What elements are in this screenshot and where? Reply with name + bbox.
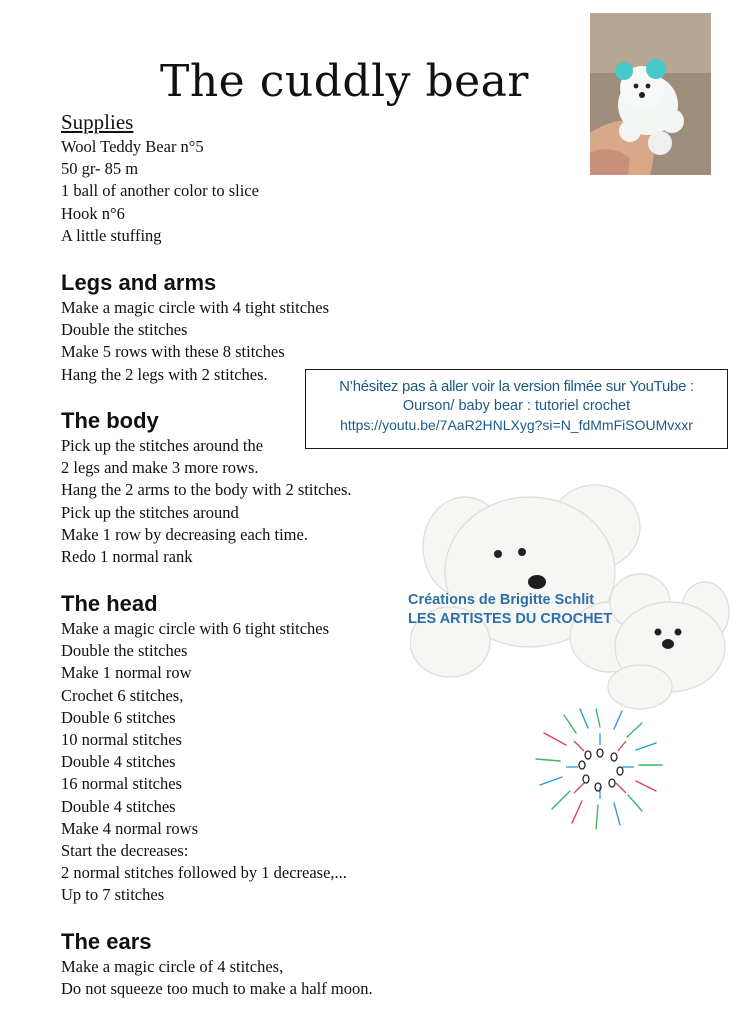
list-item: 16 normal stitches [61, 774, 182, 794]
ears-steps [61, 956, 373, 1000]
list-item: Double 4 stitches [61, 752, 176, 772]
list-item: Hook n°6 [61, 203, 125, 223]
youtube-invitation-text: N’hésitez pas à aller voir la version filmée sur YouTube : [339, 378, 694, 395]
bear-photo [590, 13, 711, 175]
list-item: 2 legs and make 3 more rows. [61, 458, 259, 478]
credit-group: LES ARTISTES DU CROCHET [408, 611, 613, 627]
youtube-video-title: Ourson/ baby bear : tutoriel crochet [402, 398, 631, 414]
list-item: Double 4 stitches [61, 796, 176, 816]
list-item: 10 normal stitches [61, 730, 182, 750]
list-item: Make 1 row by decreasing each time. [61, 524, 308, 544]
credit-author: Créations de Brigitte Schlit [408, 592, 595, 608]
supplies-heading: Supplies [61, 110, 134, 134]
list-item: Make a magic circle with 4 tight stitches [61, 298, 330, 317]
list-item: Make 1 normal row [61, 663, 192, 683]
body-steps [61, 435, 352, 568]
body-heading: The body [61, 408, 159, 433]
supplies-list [61, 136, 259, 247]
legs-arms-heading: Legs and arms [61, 270, 217, 295]
list-item: 2 normal stitches followed by 1 decrease,... [61, 863, 347, 883]
list-item: Double 6 stitches [61, 707, 176, 727]
list-item: Do not squeeze too much to make a half moon. [61, 979, 373, 999]
list-item: 1 ball of another color to slice [61, 181, 259, 201]
youtube-info-box [305, 369, 728, 449]
list-item: Start the decreases: [61, 841, 189, 861]
list-item: Up to 7 stitches [61, 885, 165, 905]
list-item: Pick up the stitches around [61, 502, 239, 522]
list-item: Make 5 rows with these 8 stitches [61, 342, 285, 362]
list-item: Wool Teddy Bear n°5 [61, 137, 204, 156]
list-item: Hang the 2 legs with 2 stitches. [61, 364, 268, 384]
list-item: Make a magic circle of 4 stitches, [61, 957, 284, 976]
page-title: The cuddly bear [160, 56, 529, 107]
list-item: 50 gr- 85 m [61, 159, 139, 179]
crochet-chart-diagram [530, 705, 670, 835]
head-heading: The head [61, 591, 158, 616]
list-item: Hang the 2 arms to the body with 2 stitches. [61, 480, 352, 500]
ears-heading: The ears [61, 929, 152, 954]
youtube-link[interactable]: https://youtu.be/7AaR2HNLXyg?si=N_fdMmFiSOUMvxxr [340, 417, 693, 433]
list-item: Redo 1 normal rank [61, 547, 193, 567]
list-item: A little stuffing [61, 225, 162, 245]
list-item: Make 4 normal rows [61, 818, 199, 838]
list-item: Pick up the stitches around the [61, 436, 264, 455]
list-item: Double the stitches [61, 641, 188, 661]
list-item: Make a magic circle with 6 tight stitches [61, 619, 330, 638]
legs-arms-steps [61, 297, 329, 386]
list-item: Crochet 6 stitches, [61, 685, 184, 705]
head-steps [61, 618, 347, 907]
list-item: Double the stitches [61, 320, 188, 340]
